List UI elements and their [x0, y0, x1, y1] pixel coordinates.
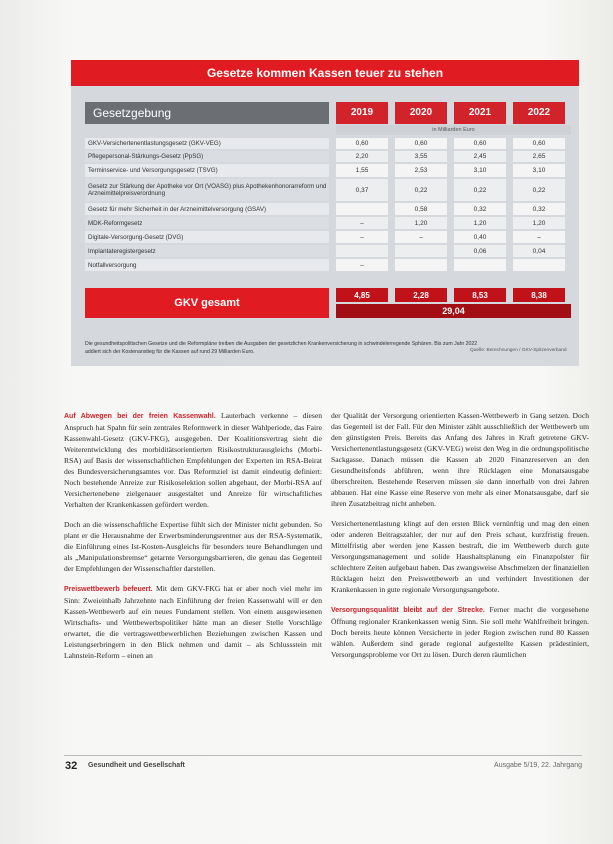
table-row: [85, 259, 571, 271]
row-value: [336, 203, 388, 215]
row-label: Digitale-Versorgung-Gesetz (DVG): [85, 231, 329, 243]
row-label: Terminservice- und Versorgungsgesetz (TSVG): [85, 164, 329, 177]
row-value: –: [336, 217, 388, 229]
paragraph: [331, 410, 589, 509]
table-row: [85, 231, 571, 243]
row-value: –: [513, 231, 565, 243]
row-value: –: [336, 259, 388, 271]
row-label: GKV-Versichertenentlastungsgesetz (GKV-VEG): [85, 138, 329, 149]
year-header: 2022: [513, 102, 565, 124]
issue-info: Ausgabe 5/19, 22. Jahrgang: [494, 762, 582, 769]
table-row: [85, 179, 571, 201]
row-value: 0,32: [454, 203, 506, 215]
row-label: Pflegepersonal-Stärkungs-Gesetz (PpSG): [85, 151, 329, 162]
infographic-title: Gesetze kommen Kassen teuer zu stehen: [71, 60, 579, 86]
row-value: –: [395, 231, 447, 243]
row-value: 0,32: [513, 203, 565, 215]
page-number: 32: [65, 760, 78, 772]
row-value: 0,37: [336, 179, 388, 201]
paragraph-text: Doch an die wissenschaftliche Expertise fühlt sich der Minister nicht gebunden. So plant er die Herausnahme der Erwerbsminderungsrentner aus der RSA-Systematik, die Einführung eines Ist-Kosten-Ausgleichs für besonders teure Behandlungen und als „Manipulationsbremse“ getarnte Versorgungsbarrieren, die genau das Gegenteil der Empfehlungen der Wissenschaftler darstellen.: [64, 520, 322, 573]
paragraph: [64, 583, 322, 661]
total-value: 2,28: [395, 288, 447, 302]
row-label: Gesetz für mehr Sicherheit in der Arzneimittelversorgung (GSAV): [85, 203, 329, 215]
row-value: 0,22: [454, 179, 506, 201]
table-row: [85, 203, 571, 215]
row-value: 0,60: [395, 138, 447, 149]
grand-total: 29,04: [336, 304, 571, 318]
row-value: 0,06: [454, 245, 506, 257]
row-value: 0,60: [336, 138, 388, 149]
row-label: Notfallversorgung: [85, 259, 329, 271]
paragraph: [64, 519, 322, 574]
row-value: 1,20: [395, 217, 447, 229]
infographic-caption: Die gesundheitspolitischen Gesetze und die Reformpläne treiben die Ausgaben der gesetzlichen Krankenversicherung in schwindelerregende Sphären. Bis zum Jahr 2022 addiert sich der Kostenanstieg für die Kassen auf rund 29 Milliarden Euro.: [85, 341, 478, 355]
row-label: MDK-Reformgesetz: [85, 217, 329, 229]
row-value: 1,20: [513, 217, 565, 229]
row-value: [395, 245, 447, 257]
row-value: 0,04: [513, 245, 565, 257]
paragraph-text: Lauterbach verkenne – diesen Anspruch hat Spahn für sein zentrales Reformwerk in dieser Wahlperiode, das Faire Kassenwahl-Gesetz (GKV-FKG), ausgegeben. Der Koalitionsvertrag sieht die Weiterentwicklung des morbiditätsorientierten Risikostrukturausgleichs (Morbi-RSA) auf Basis der wissenschaftlichen Empfehlungen der Experten im RSA-Beirat des Bundesversicherungsamtes vor. Das Reformziel ist damit eindeutig definiert: Noch bestehende Anreize zur Risikoselektion sollen abgebaut, der Morbi-RSA auf Versichertenebene zielgenauer ausgestaltet und Anreize für wirtschaftliches Verhalten der Krankenkassen gefördert werden.: [64, 411, 322, 509]
year-header: 2021: [454, 102, 506, 124]
paragraph-text: Ferner macht die vorgesehene Öffnung regionaler Krankenkassen wenig Sinn. Sie soll mehr Wahlfreiheit bringen. Doch bereits heute können Versicherte in jeder Region zwischen rund 80 Kassen wählen. Außerdem sind gerade regional aufgestellte Kassen prädestiniert, Versorgungsprobleme vor Ort zu lösen. Durch deren räumlichen: [331, 605, 590, 659]
row-value: [395, 259, 447, 271]
table-row: [85, 245, 571, 257]
row-value: 0,22: [513, 179, 565, 201]
total-value: 4,85: [336, 288, 388, 302]
row-value: [454, 259, 506, 271]
row-value: 0,22: [395, 179, 447, 201]
unit-label: in Milliarden Euro: [336, 125, 571, 135]
row-value: [336, 245, 388, 257]
total-label: GKV gesamt: [85, 288, 329, 318]
year-header: 2019: [336, 102, 388, 124]
year-header: 2020: [395, 102, 447, 124]
paragraph: [331, 604, 589, 660]
table-row: [85, 138, 571, 149]
paragraph-text: der Qualität der Versorgung orientierten Kassen-Wettbewerb in Gang setzen. Doch das Gegenteil ist der Fall. Für den Minister zählt ausschließlich der Wettbewerb um den günstigsten Preis. Bereits das Anfang des Jahres in Kraft getretene GKV-Versichertenentlastungsgesetz (GKV-VEG) weist den Weg in die ordnungspolitische Sackgasse. Danach müssen die Kassen ab 2020 Finanzreserven an den Gesundheitsfonds abführen, wenn ihre Rücklagen eine Monatsausgabe überschreiten. Bestehende Reserven müssen sie dann innerhalb von drei Jahren abbauen. Hat eine Kasse eine Reserve von mehr als einer Monatsausgabe, darf sie ihren Zusatzbeitrag nicht anheben.: [331, 411, 589, 508]
publication-name: Gesundheit und Gesellschaft: [88, 762, 185, 769]
row-value: 2,65: [513, 151, 565, 162]
row-label: Implantateregistergesetz: [85, 245, 329, 257]
table-row: [85, 164, 571, 177]
row-value: 0,58: [395, 203, 447, 215]
row-value: 0,60: [454, 138, 506, 149]
row-value: 0,60: [513, 138, 565, 149]
paragraph-lead: Versorgungsqualität bleibt auf der Strecke.: [331, 607, 485, 614]
total-value: 8,53: [454, 288, 506, 302]
row-value: 3,55: [395, 151, 447, 162]
row-value: 2,53: [395, 164, 447, 177]
row-value: 2,45: [454, 151, 506, 162]
row-label: Gesetz zur Stärkung der Apotheke vor Ort (VOASG) plus Apothekenhonorarreform und Arzneimittelpreisverordnung: [85, 179, 329, 201]
row-value: 1,20: [454, 217, 506, 229]
table-row: [85, 151, 571, 162]
article-column-right: [331, 410, 589, 669]
table-row: [85, 217, 571, 229]
paragraph: [64, 410, 322, 510]
paragraph-lead: Auf Abwegen bei der freien Kassenwahl.: [64, 413, 216, 420]
row-value: 0,40: [454, 231, 506, 243]
row-value: [513, 259, 565, 271]
paragraph: [331, 518, 589, 595]
row-value: 3,10: [454, 164, 506, 177]
column-header-legislation: Gesetzgebung: [85, 102, 329, 124]
infographic-source: Quelle: Berechnungen / GKV-Spitzenverband: [470, 348, 567, 353]
row-value: 2,20: [336, 151, 388, 162]
article-column-left: [64, 410, 322, 670]
paragraph-text: Mit dem GKV-FKG hat er aber noch viel mehr im Sinn: Zweieinhalb Jahrzehnte nach Einführung der freien Kassenwahl will er den Kassen-Wettbewerb auf ein neues Fundament stellen. Von einem ausgewiesenen Wirtschafts- und Wettbewerbspolitiker hätte man an dieser Stelle Vorschläge erwartet, die die vertragswettbewerblichen Beziehungen zwischen Kassen und Leistungserbringern in den Blick nehmen und damit – als Schlussstein mit Lahnstein-Reform – einen an: [64, 584, 322, 660]
page-footer: [64, 755, 582, 770]
paragraph-lead: Preiswettbewerb befeuert.: [64, 586, 153, 593]
row-value: 1,55: [336, 164, 388, 177]
total-value: 8,38: [513, 288, 565, 302]
paragraph-text: Versichertenentlastung klingt auf den ersten Blick vernünftig und mag den einen oder anderen Beitragszahler, der nur auf den Preis schaut, kurzfristig freuen. Mittelfristig aber werden jene Kassen bestraft, die im Wettbewerb durch gute Versorgungsmanagement und solide Haushaltsplanung ein Finanzpolster für schlechtere Zeiten aufgebaut haben. Das zwangsweise Abschmelzen der finanziellen Rücklagen heizt den Preiswettbewerb an und verhindert Investitionen der Krankenkassen in gute regionale Versorgungsangebote.: [331, 519, 589, 594]
row-value: 3,10: [513, 164, 565, 177]
row-value: –: [336, 231, 388, 243]
